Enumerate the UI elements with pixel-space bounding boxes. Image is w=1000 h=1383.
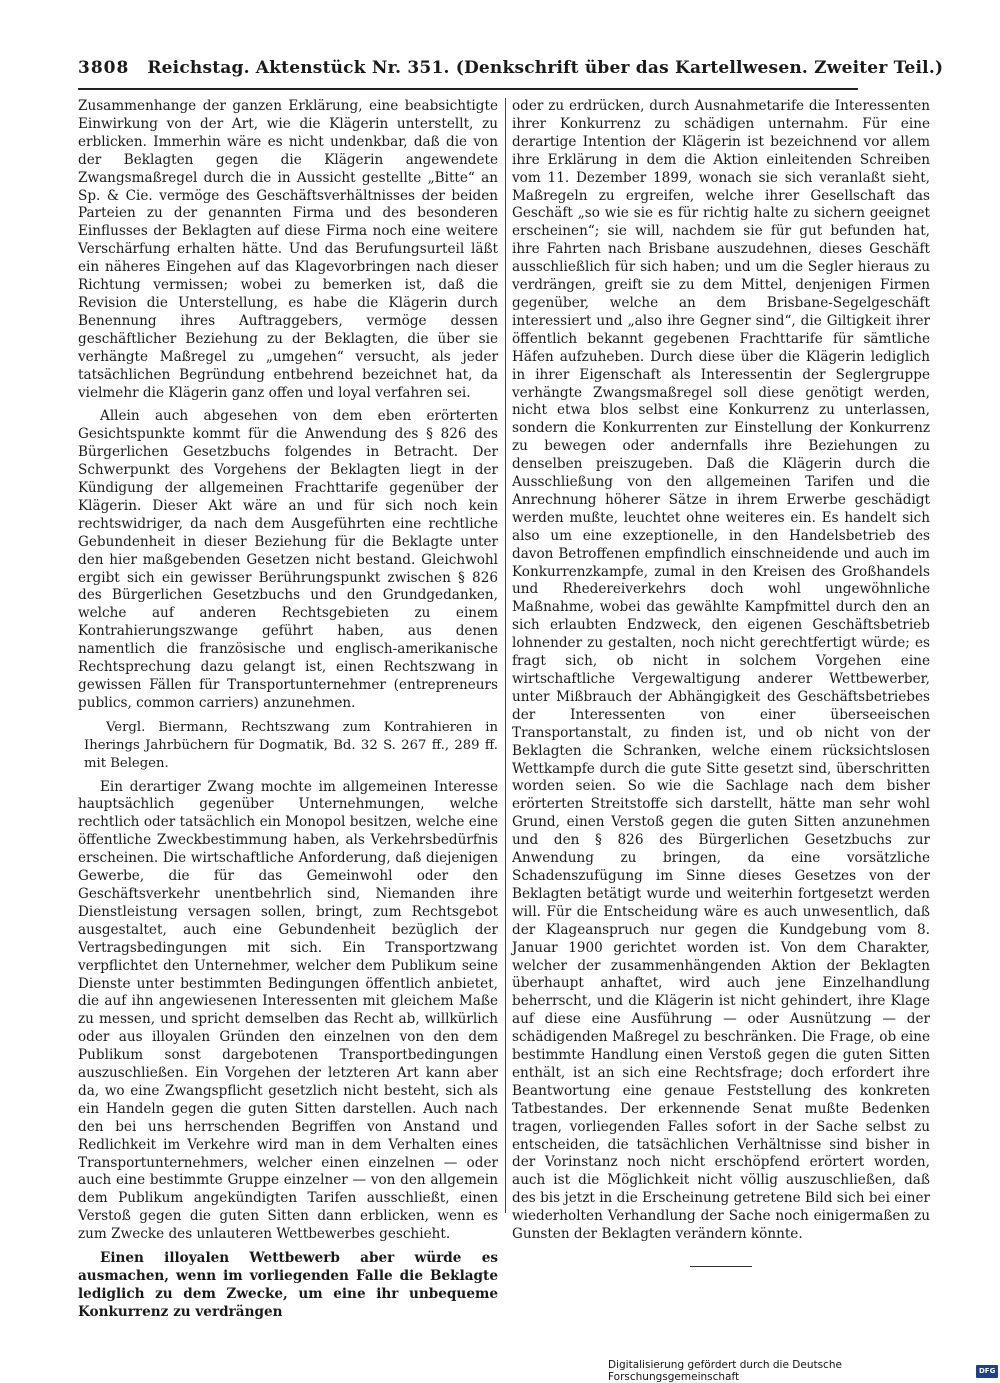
left-column: [78, 98, 498, 1328]
page-number: 3808: [78, 58, 130, 78]
left-paragraph-1: Zusammenhange der ganzen Erklärung, eine beabsichtigte Einwirkung von der Art, wie die Klägerin unterstellt, zu erblicken. Immerhin wäre es nicht undenkbar, daß die von der Beklagten gegen die Klägerin angewendete Zwangsmaßregel durch die in Aussicht gestellte „Bitte“ an Sp. & Cie. vermöge des Geschäftsverhältnisses der beiden Parteien zu der genannten Firma und des besonderen Einflusses der Beklagten auf diese Firma noch eine weitere Verschärfung erhalten hätte. Und das Berufungsurteil läßt ein näheres Eingehen auf das Klagevorbringen nach dieser Richtung vermissen; wobei zu bemerken ist, daß die Revision die Unterstellung, es habe die Klägerin durch Benennung ihres Auftraggebers, vermöge dessen geschäftlicher Beziehung zu der Beklagten, die über sie verhängte Maßregel zu „umgehen“ versucht, als jeder tatsächlichen Begründung entbehrend bezeichnet hat, da vielmehr die Klägerin ganz offen und loyal verfahren sei.: [78, 98, 498, 401]
column-divider: [505, 98, 506, 1213]
citation-note: Vergl. Biermann, Rechtszwang zum Kontrahieren in Iherings Jahrbüchern für Dogmatik, Bd. 32 S. 267 ff., 289 ff. mit Belegen.: [84, 719, 498, 771]
running-title: Reichstag. Aktenstück Nr. 351. (Denkschrift über das Kartellwesen. Zweiter Teil.): [147, 58, 944, 78]
footer-credit: Digitalisierung gefördert durch die Deutsche Forschungsgemeinschaft: [608, 1359, 842, 1383]
page-header: [78, 58, 944, 90]
end-rule: [690, 1266, 752, 1267]
right-column: [512, 98, 930, 1267]
dfg-logo-icon: DFG: [976, 1365, 998, 1378]
header-rule: [78, 88, 858, 90]
left-paragraph-2: Allein auch abgesehen von dem eben erörterten Gesichtspunkte kommt für die Anwendung des § 826 des Bürgerlichen Gesetzbuchs folgendes in Betracht. Der Schwerpunkt des Vorgehens der Beklagten liegt in der Kündigung der allgemeinen Frachttarife gegenüber der Klägerin. Dieser Akt wäre an und für sich noch kein rechtswidriger, da nach dem Ausgeführten eine rechtliche Gebundenheit in dieser Beziehung für die Beklagte unter den hier maßgebenden Gesetzen nicht bestand. Gleichwohl ergibt sich ein gewisser Berührungspunkt zwischen § 826 des Bürgerlichen Gesetzbuchs und den Grundgedanken, welche auf anderen Rechtsgebieten zu einem Kontrahierungszwange geführt haben, aus denen namentlich die französische und englisch-amerikanische Rechtsprechung dazu gelangt ist, einen Rechtszwang in gewissen Fällen für Transportunternehmer (entrepreneurs publics, common carriers) anzunehmen.: [78, 408, 498, 711]
left-paragraph-4: Einen illoyalen Wettbewerb aber würde es ausmachen, wenn im vorliegenden Falle die Beklagte lediglich zu dem Zwecke, um eine ihr unbequeme Konkurrenz zu verdrängen: [78, 1250, 498, 1320]
left-paragraph-3: Ein derartiger Zwang mochte im allgemeinen Interesse hauptsächlich gegenüber Unternehmungen, welche rechtlich oder tatsächlich ein Monopol besitzen, welche eine öffentliche Zweckbestimmung haben, als Verkehrsbedürfnis erscheinen. Die wirtschaftliche Anforderung, daß diejenigen Gewerbe, die für das Gemeinwohl oder den Geschäftsverkehr unentbehrlich sind, Niemanden ihre Dienstleistung versagen sollen, bringt, zum Rechtsgebot ausgestaltet, auch eine Gebundenheit bezüglich der Vertragsbedingungen mit sich. Ein Transportzwang verpflichtet den Unternehmer, welcher dem Publikum seine Dienste unter bestimmten Bedingungen öffentlich anbietet, die auf ihn angewiesenen Interessenten mit gleichem Maße zu messen, und spricht demselben das Recht ab, willkürlich oder aus illoyalen Gründen den einzelnen von den dem Publikum sonst dargebotenen Transportbedingungen auszuschließen. Ein Vorgehen der letzteren Art kann aber da, wo eine Zwangspflicht gesetzlich nicht besteht, sich als ein Handeln gegen die guten Sitten darstellen. Auch nach den bei uns herrschenden Begriffen von Anstand und Redlichkeit im Verkehre wird man in dem Verhalten eines Transportunternehmers, welcher einen einzelnen — oder auch eine bestimmte Gruppe einzelner — von den allgemein dem Publikum angekündigten Tarifen ausschließt, einen Verstoß gegen die guten Sitten dann erblicken, wenn es zum Zwecke des unlauteren Wettbewerbes geschieht.: [78, 778, 498, 1243]
right-paragraph-1: oder zu erdrücken, durch Ausnahmetarife die Interessenten ihrer Konkurrenz zu schädigen unternahm. Für eine derartige Intention der Klägerin ist bezeichnend vor allem ihre Erklärung in dem die Aktion einleitenden Schreiben vom 11. Dezember 1899, wonach sie sich veranlaßt sieht, Maßregeln zu ergreifen, welche ihrer Gesellschaft das Geschäft „so wie sie es für richtig halte zu sichern geeignet erscheinen“; sie will, nachdem sie für gut befunden hat, ihre Fahrten nach Brisbane auszudehnen, dieses Geschäft ausschließlich für sich haben; und um die Segler hieraus zu verdrängen, greift sie zu dem Mittel, denjenigen Firmen gegenüber, welche an dem Brisbane-Segelgeschäft interessiert und „also ihre Gegner sind“, die Giltigkeit ihrer öffentlich bekannt gegebenen Frachttarife für sämtliche Häfen aufzuheben. Durch diese über die Klägerin lediglich in ihrer Eigenschaft als Interessentin der Seglergruppe verhängte Zwangsmaßregel soll diese genötigt werden, nicht etwa blos selbst eine Konkurrenz zu unterlassen, sondern die Konkurrenten zur Einstellung der Konkurrenz zu bewegen oder andernfalls ihre Beziehungen zu denselben preiszugeben. Daß die Klägerin durch die Ausschließung von den allgemeinen Tarifen und die Anrechnung höherer Sätze in ihrem Erwerbe geschädigt werden mußte, leuchtet ohne weiteres ein. Es handelt sich also um eine exzeptionelle, in den Handelsbetrieb des davon Betroffenen empfindlich einschneidende und auch im Konkurrenzkampfe, zumal in den Kreisen des Großhandels und Rhedereiverkehrs doch wohl ungewöhnliche Maßnahme, wobei das gewählte Kampfmittel durch den an sich erlaubten Endzweck, den eigenen Geschäftsbetrieb lohnender zu gestalten, noch nicht gerechtfertigt würde; es fragt sich, ob nicht in solchem Vorgehen eine wirtschaftliche Vergewaltigung anderer Wettbewerber, unter Mißbrauch der Abhängigkeit des Geschäftsbetriebes der Interessenten von einer überseeischen Transportanstalt, zu finden ist, und ob nicht von der Beklagten die Schranken, welche einem rücksichtslosen Wettkampfe durch die gute Sitte gesetzt sind, überschritten worden seien. So wie die Sachlage nach dem bisher erörterten Streitstoffe sich darstellt, hätte man sehr wohl Grund, einen Verstoß gegen die guten Sitten anzunehmen und den § 826 des Bürgerlichen Gesetzbuchs zur Anwendung zu bringen, da eine vorsätzliche Schadenszufügung im Sinne dieses Gesetzes von der Beklagten betätigt wurde und weiterhin fortgesetzt werden will. Für die Entscheidung wäre es auch unwesentlich, daß der Klageanspruch nur gegen die Kundgebung vom 8. Januar 1900 gerichtet worden ist. Von dem Charakter, welcher der zusammenhängenden Aktion der Beklagten überhaupt anhaftet, wird auch jene Einzelhandlung beherrscht, und die Klägerin ist nicht gehindert, ihre Klage auf diese eine Ausführung — oder Ausnützung — der schädigenden Maßregel zu beschränken. Die Frage, ob eine bestimmte Handlung einen Verstoß gegen die guten Sitten enthält, ist an sich eine Rechtsfrage; doch erfordert ihre Beantwortung eine genaue Feststellung des konkreten Tatbestandes. Der erkennende Senat mußte Bedenken tragen, vorliegenden Falles sofort in der Sache selbst zu entscheiden, die tatsächlichen Verhältnisse sind bisher in der Vorinstanz noch nicht erschöpfend erörtert worden, auch ist die Möglichkeit nicht völlig auszuschließen, daß des bis jetzt in die Erscheinung getretene Bild sich bei einer wiederholten Verhandlung der Sache noch einigermaßen zu Gunsten der Beklagten verändern könnte.: [512, 98, 930, 1243]
footer: [608, 1361, 998, 1381]
